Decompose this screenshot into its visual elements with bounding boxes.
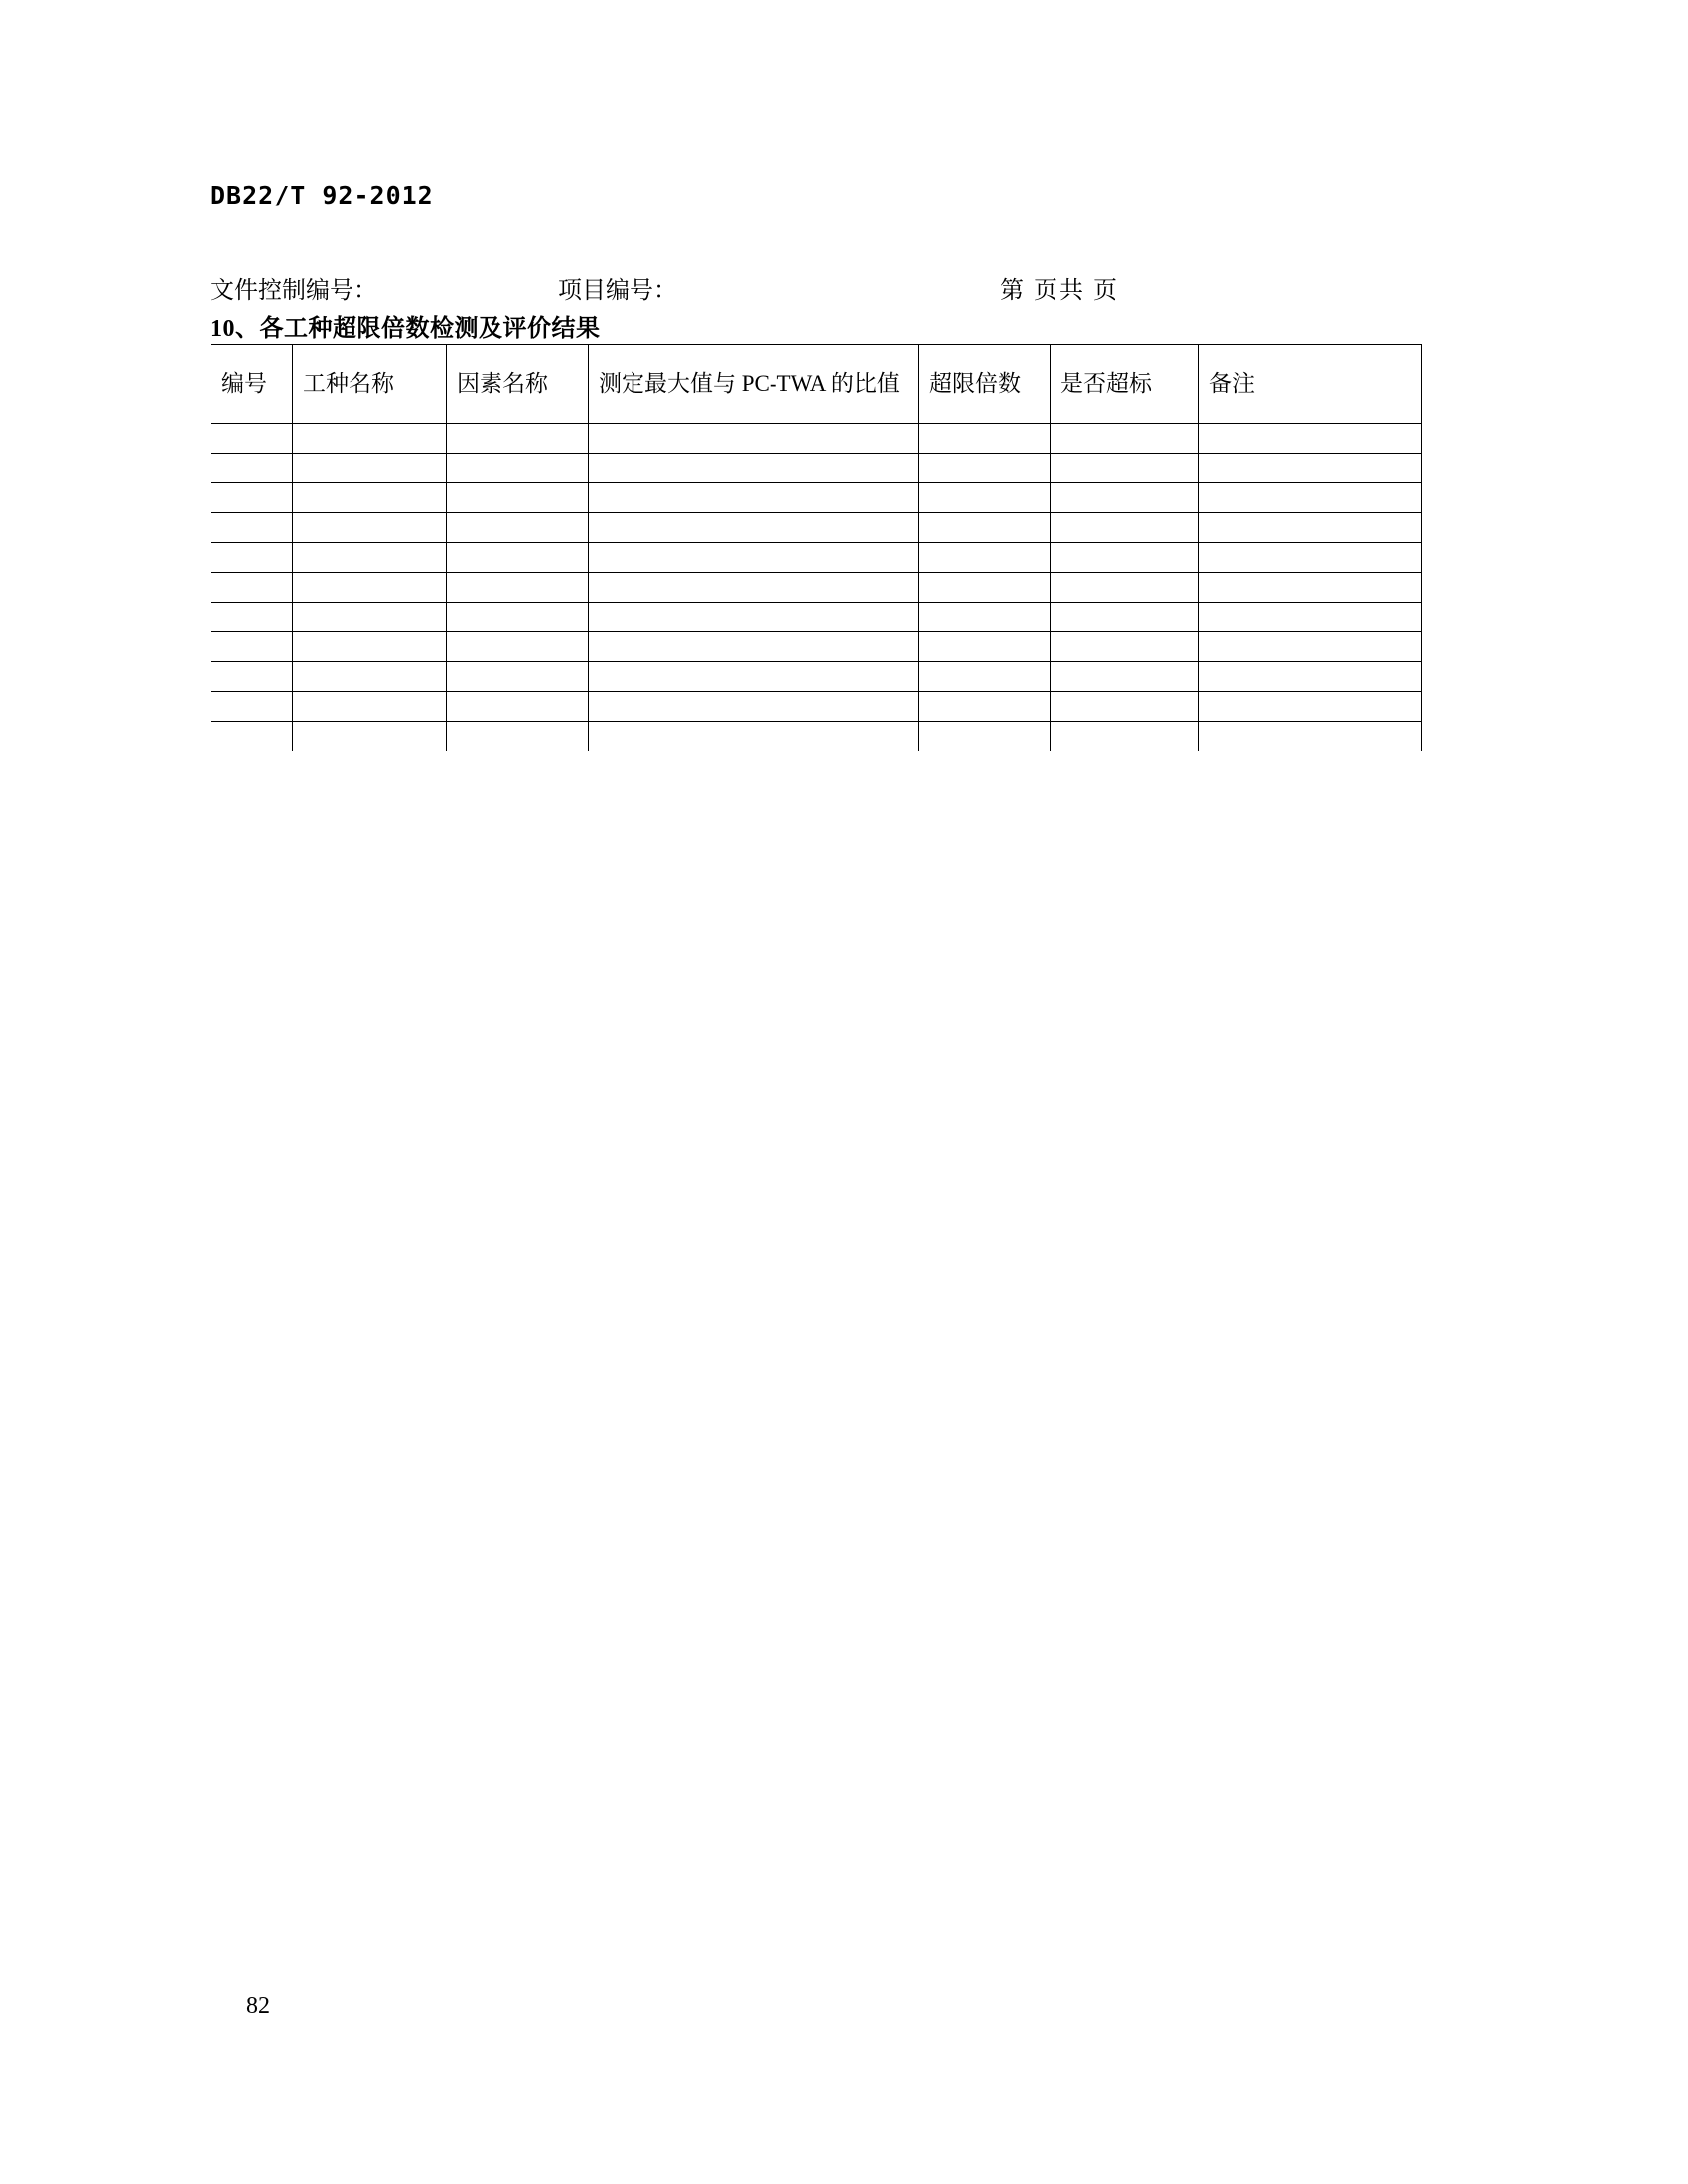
table-cell[interactable] bbox=[293, 632, 447, 662]
results-table bbox=[211, 344, 1422, 751]
table-cell[interactable] bbox=[447, 662, 589, 692]
table-cell[interactable] bbox=[1199, 543, 1422, 573]
table-cell[interactable] bbox=[293, 483, 447, 513]
table-cell[interactable] bbox=[447, 632, 589, 662]
table-header-cell: 工种名称 bbox=[293, 345, 447, 424]
table-cell[interactable] bbox=[919, 722, 1051, 751]
table-cell[interactable] bbox=[447, 543, 589, 573]
section-title: 10、各工种超限倍数检测及评价结果 bbox=[211, 316, 601, 341]
table-cell[interactable] bbox=[1051, 513, 1199, 543]
table-cell[interactable] bbox=[1199, 692, 1422, 722]
table-cell[interactable] bbox=[589, 722, 919, 751]
page-number: 82 bbox=[246, 1993, 270, 2019]
table-header-cell: 备注 bbox=[1199, 345, 1422, 424]
table-cell[interactable] bbox=[447, 424, 589, 454]
page-of-pages-label: 第 页共 页 bbox=[1000, 278, 1119, 304]
table-row bbox=[211, 454, 1422, 483]
table-cell[interactable] bbox=[589, 424, 919, 454]
table-cell[interactable] bbox=[293, 454, 447, 483]
table-cell[interactable] bbox=[293, 603, 447, 632]
table-cell[interactable] bbox=[919, 692, 1051, 722]
table-cell[interactable] bbox=[211, 603, 293, 632]
table-cell[interactable] bbox=[589, 454, 919, 483]
table-cell[interactable] bbox=[1051, 692, 1199, 722]
table-row bbox=[211, 513, 1422, 543]
table-row bbox=[211, 692, 1422, 722]
table-cell[interactable] bbox=[919, 454, 1051, 483]
table-cell[interactable] bbox=[293, 722, 447, 751]
table-cell[interactable] bbox=[211, 454, 293, 483]
table-cell[interactable] bbox=[589, 632, 919, 662]
table-cell[interactable] bbox=[293, 662, 447, 692]
table-cell[interactable] bbox=[1199, 632, 1422, 662]
table-cell[interactable] bbox=[447, 692, 589, 722]
table-cell[interactable] bbox=[447, 513, 589, 543]
table-cell[interactable] bbox=[919, 662, 1051, 692]
table-header-cell: 编号 bbox=[211, 345, 293, 424]
table-cell[interactable] bbox=[1199, 662, 1422, 692]
table-cell[interactable] bbox=[919, 603, 1051, 632]
table-cell[interactable] bbox=[1199, 483, 1422, 513]
table-cell[interactable] bbox=[211, 632, 293, 662]
table-header-cell: 是否超标 bbox=[1051, 345, 1199, 424]
table-cell[interactable] bbox=[211, 543, 293, 573]
table-cell[interactable] bbox=[1051, 424, 1199, 454]
table-cell[interactable] bbox=[293, 513, 447, 543]
table-cell[interactable] bbox=[447, 483, 589, 513]
table-row bbox=[211, 662, 1422, 692]
table-cell[interactable] bbox=[589, 573, 919, 603]
table-cell[interactable] bbox=[589, 603, 919, 632]
table-cell[interactable] bbox=[589, 483, 919, 513]
table-cell[interactable] bbox=[919, 424, 1051, 454]
table-row bbox=[211, 632, 1422, 662]
table-cell[interactable] bbox=[293, 424, 447, 454]
table-cell[interactable] bbox=[211, 483, 293, 513]
table-cell[interactable] bbox=[1051, 722, 1199, 751]
standard-code-header: DB22/T 92-2012 bbox=[211, 181, 434, 209]
table-cell[interactable] bbox=[211, 722, 293, 751]
document-control-number-label: 文件控制编号： bbox=[211, 278, 377, 304]
table-cell[interactable] bbox=[447, 454, 589, 483]
table-cell[interactable] bbox=[589, 692, 919, 722]
table-cell[interactable] bbox=[919, 543, 1051, 573]
table-cell[interactable] bbox=[1051, 573, 1199, 603]
table-cell[interactable] bbox=[1051, 483, 1199, 513]
table-row bbox=[211, 483, 1422, 513]
table-header-cell: 超限倍数 bbox=[919, 345, 1051, 424]
table-cell[interactable] bbox=[1051, 603, 1199, 632]
table-cell[interactable] bbox=[293, 692, 447, 722]
table-cell[interactable] bbox=[211, 513, 293, 543]
table-row bbox=[211, 573, 1422, 603]
table-cell[interactable] bbox=[589, 543, 919, 573]
table-row bbox=[211, 722, 1422, 751]
table-cell[interactable] bbox=[211, 573, 293, 603]
table-header-cell: 测定最大值与 PC-TWA 的比值 bbox=[589, 345, 919, 424]
table-cell[interactable] bbox=[1051, 662, 1199, 692]
table-cell[interactable] bbox=[1199, 573, 1422, 603]
table-cell[interactable] bbox=[211, 692, 293, 722]
table-cell[interactable] bbox=[589, 662, 919, 692]
table-cell[interactable] bbox=[589, 513, 919, 543]
table-cell[interactable] bbox=[293, 543, 447, 573]
table-cell[interactable] bbox=[1199, 722, 1422, 751]
table-header-cell: 因素名称 bbox=[447, 345, 589, 424]
table-cell[interactable] bbox=[293, 573, 447, 603]
table-cell[interactable] bbox=[447, 573, 589, 603]
table-cell[interactable] bbox=[1199, 424, 1422, 454]
table-cell[interactable] bbox=[1051, 454, 1199, 483]
table-row bbox=[211, 603, 1422, 632]
table-cell[interactable] bbox=[211, 662, 293, 692]
table-cell[interactable] bbox=[1199, 603, 1422, 632]
table-cell[interactable] bbox=[1199, 454, 1422, 483]
project-number-label: 项目编号： bbox=[558, 278, 677, 304]
table-row bbox=[211, 424, 1422, 454]
table-cell[interactable] bbox=[447, 603, 589, 632]
table-cell[interactable] bbox=[919, 632, 1051, 662]
table-cell[interactable] bbox=[919, 483, 1051, 513]
table-cell[interactable] bbox=[1051, 632, 1199, 662]
table-cell[interactable] bbox=[211, 424, 293, 454]
table-cell[interactable] bbox=[919, 513, 1051, 543]
table-row bbox=[211, 543, 1422, 573]
table-cell[interactable] bbox=[1051, 543, 1199, 573]
table-cell[interactable] bbox=[919, 573, 1051, 603]
table-cell[interactable] bbox=[1199, 513, 1422, 543]
table-header-row bbox=[211, 345, 1422, 424]
table-cell[interactable] bbox=[447, 722, 589, 751]
